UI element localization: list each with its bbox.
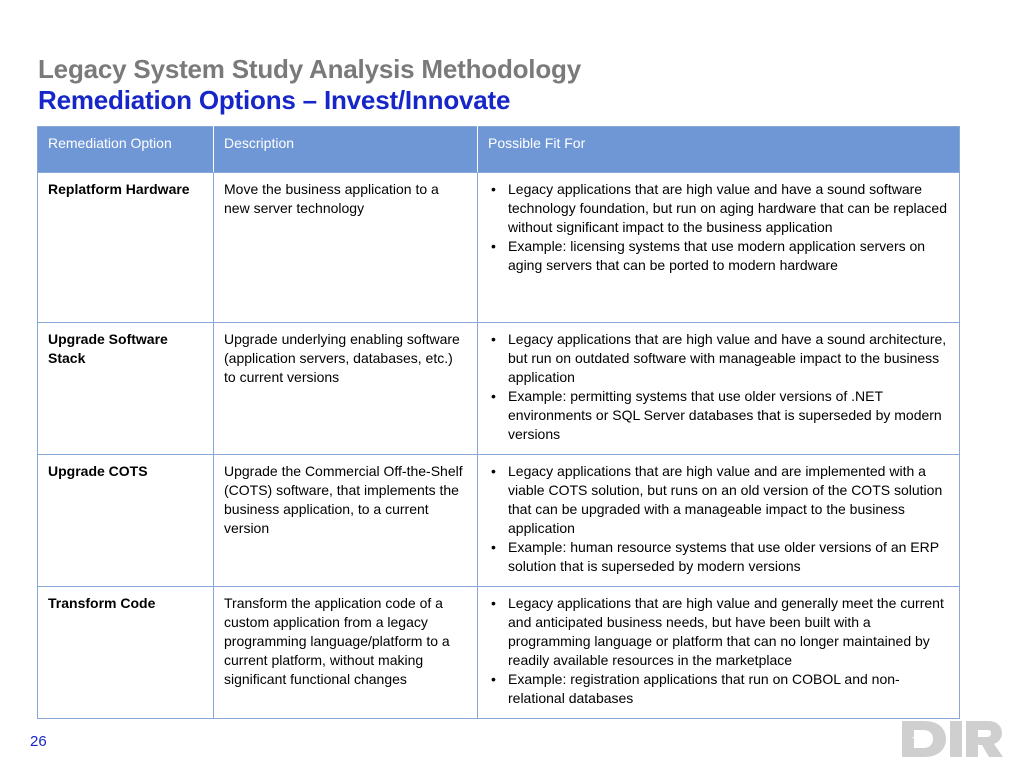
fit-cell — [478, 323, 960, 455]
header-remediation-option: Remediation Option — [38, 127, 214, 173]
description-cell: Upgrade underlying enabling software (application servers, databases, etc.) to current versions — [214, 323, 478, 455]
option-cell: Upgrade Software Stack — [38, 323, 214, 455]
fit-list — [488, 462, 949, 576]
description-cell: Transform the application code of a custom application from a legacy programming language/platform to a current platform, without making significant functional changes — [214, 587, 478, 719]
dir-texas-logo-icon — [900, 717, 1006, 761]
option-cell: Upgrade COTS — [38, 455, 214, 587]
description-cell: Move the business application to a new server technology — [214, 173, 478, 323]
table-row — [38, 173, 960, 323]
table-row — [38, 323, 960, 455]
fit-bullet: • Example: registration applications that run on COBOL and non-relational databases — [488, 670, 949, 708]
fit-cell — [478, 587, 960, 719]
fit-bullet: • Example: permitting systems that use older versions of .NET environments or SQL Server databases that is superseded by modern versions — [488, 387, 949, 444]
page-number: 26 — [30, 733, 47, 750]
fit-list — [488, 594, 949, 708]
slide-subtitle: Remediation Options – Invest/Innovate — [38, 85, 511, 115]
fit-bullet: • Legacy applications that are high value and are implemented with a viable COTS solution, but runs on an old version of the COTS solution that can be upgraded with a manageable impact to the business application — [488, 462, 949, 538]
fit-cell — [478, 455, 960, 587]
remediation-options-table — [37, 126, 960, 719]
fit-bullet: • Legacy applications that are high value and have a sound software technology foundation, but run on aging hardware that can be replaced without significant impact to the business application — [488, 180, 949, 237]
header-description: Description — [214, 127, 478, 173]
fit-bullet: • Legacy applications that are high value and generally meet the current and anticipated business needs, but have been built with a programming language or platform that can no longer maintained by readily available resources in the marketplace — [488, 594, 949, 670]
option-cell: Replatform Hardware — [38, 173, 214, 323]
table-row — [38, 587, 960, 719]
fit-list — [488, 180, 949, 275]
header-possible-fit-for: Possible Fit For — [478, 127, 960, 173]
table-header-row — [38, 127, 960, 173]
fit-list — [488, 330, 949, 444]
title-block — [38, 54, 581, 115]
fit-bullet: • Example: human resource systems that use older versions of an ERP solution that is superseded by modern versions — [488, 538, 949, 576]
fit-bullet: • Example: licensing systems that use modern application servers on aging servers that can be ported to modern hardware — [488, 237, 949, 275]
fit-cell — [478, 173, 960, 323]
slide-title: Legacy System Study Analysis Methodology — [38, 54, 581, 84]
option-cell: Transform Code — [38, 587, 214, 719]
description-cell: Upgrade the Commercial Off-the-Shelf (COTS) software, that implements the business application, to a current version — [214, 455, 478, 587]
table-row — [38, 455, 960, 587]
fit-bullet: • Legacy applications that are high value and have a sound architecture, but run on outdated software with manageable impact to the business application — [488, 330, 949, 387]
